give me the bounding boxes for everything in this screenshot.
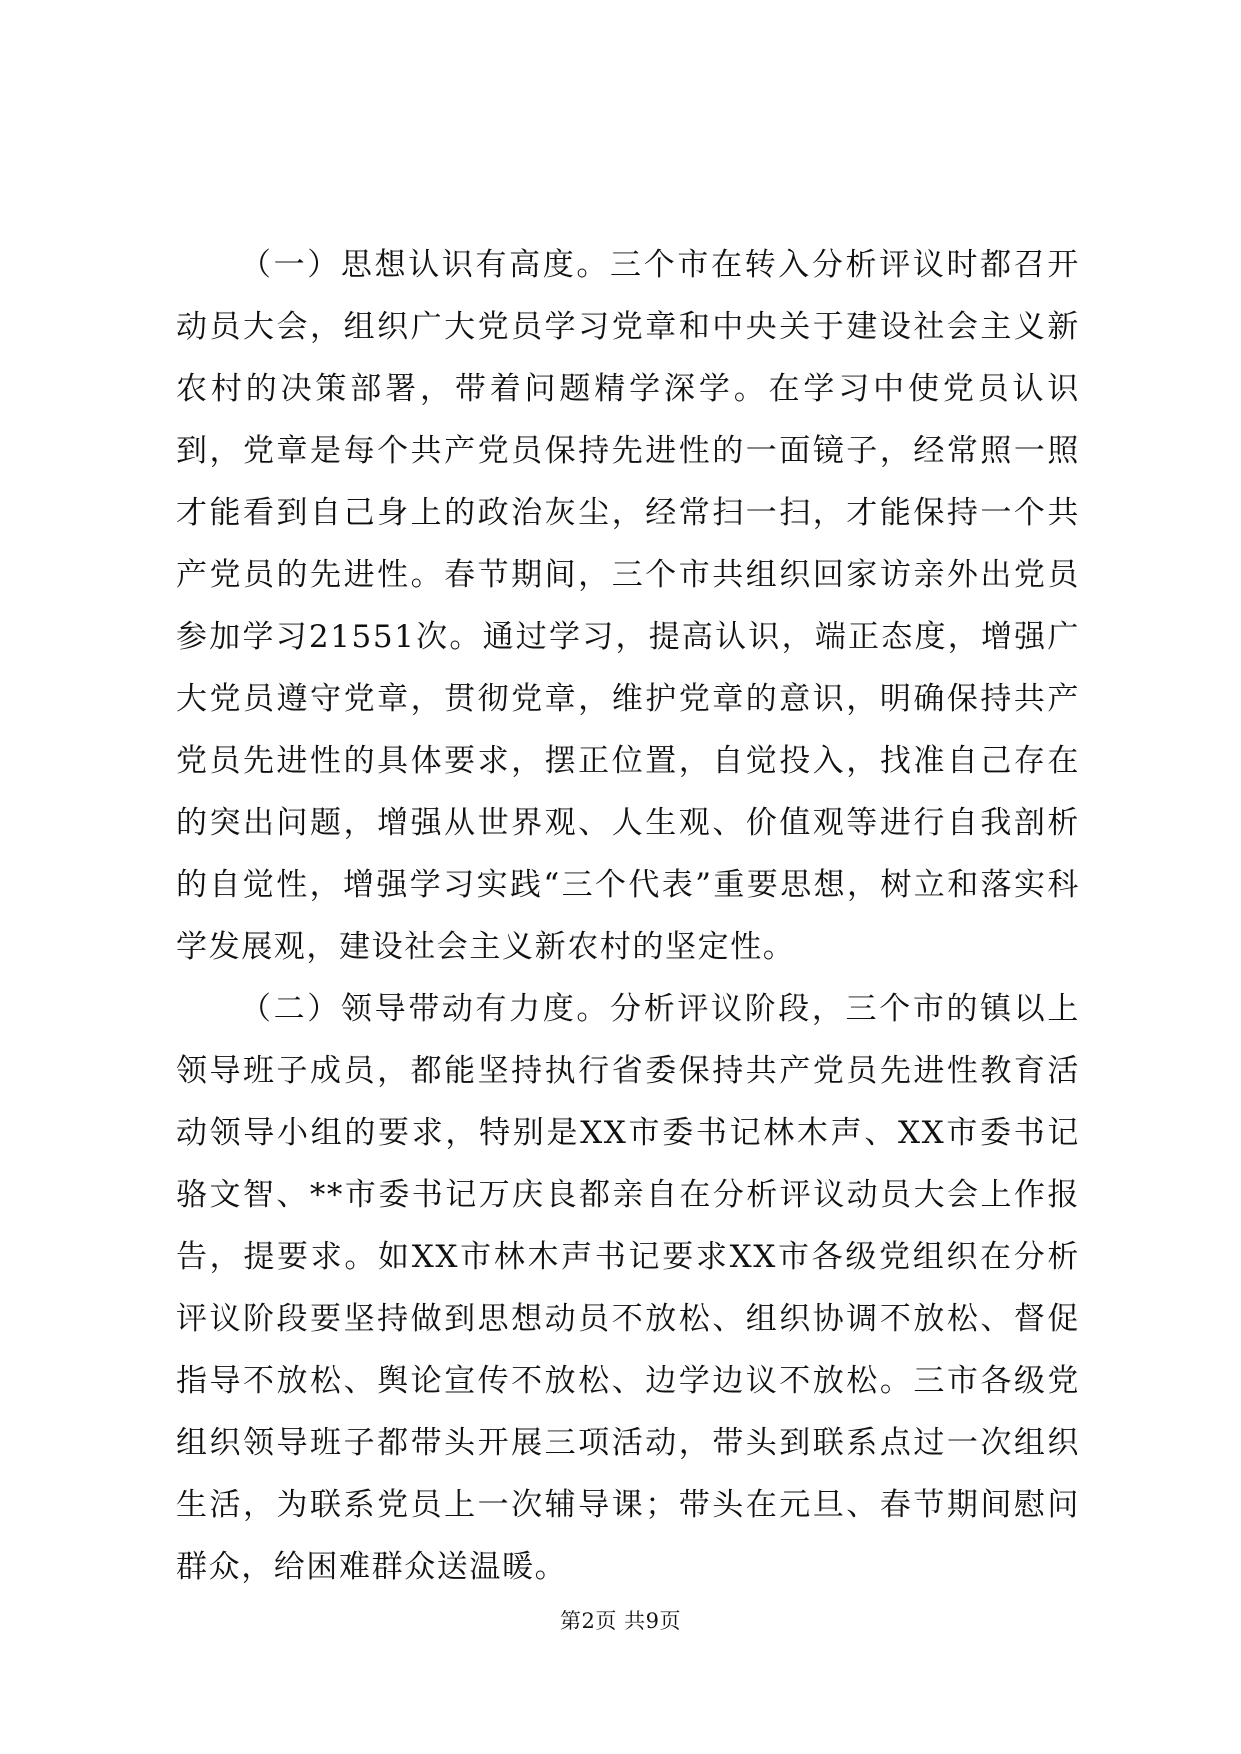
- document-body: [176, 234, 1080, 1598]
- paragraph-1: （一）思想认识有高度。三个市在转入分析评议时都召开动员大会，组织广大党员学习党章和中央关于建设社会主义新农村的决策部署，带着问题精学深学。在学习中使党员认识到，党章是每个共产党员保持先进性的一面镜子，经常照一照才能看到自己身上的政治灰尘，经常扫一扫，才能保持一个共产党员的先进性。春节期间，三个市共组织回家访亲外出党员参加学习21551次。通过学习，提高认识，端正态度，增强广大党员遵守党章，贯彻党章，维护党章的意识，明确保持共产党员先进性的具体要求，摆正位置，自觉投入，找准自己存在的突出问题，增强从世界观、人生观、价值观等进行自我剖析的自觉性，增强学习实践“三个代表”重要思想，树立和落实科学发展观，建设社会主义新农村的坚定性。: [176, 247, 1080, 965]
- page-footer: 第2页 共9页: [560, 1609, 681, 1633]
- paragraph-2: （二）领导带动有力度。分析评议阶段，三个市的镇以上领导班子成员，都能坚持执行省委保持共产党员先进性教育活动领导小组的要求，特别是XX市委书记林木声、XX市委书记骆文智、**市委书记万庆良都亲自在分析评议动员大会上作报告，提要求。如XX市林木声书记要求XX市各级党组织在分析评议阶段要坚持做到思想动员不放松、组织协调不放松、督促指导不放松、舆论宣传不放松、边学边议不放松。三市各级党组织领导班子都带头开展三项活动，带头到联系点过一次组织生活，为联系党员上一次辅导课；带头在元旦、春节期间慰问群众，给困难群众送温暖。: [176, 991, 1080, 1585]
